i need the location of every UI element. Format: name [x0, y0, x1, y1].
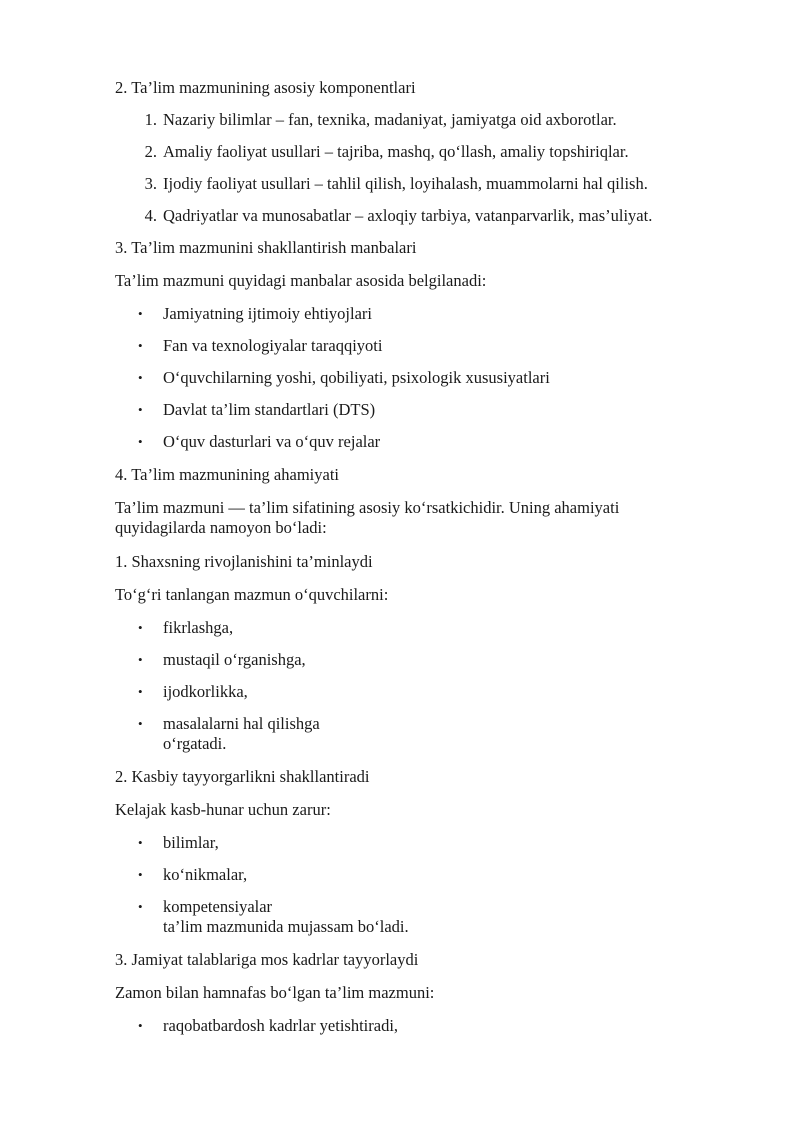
source-item: O‘quv dasturlari va o‘quv rejalar — [163, 432, 381, 451]
point-intro: To‘g‘ri tanlangan mazmun o‘quvchilarni: — [115, 585, 389, 604]
bullet-marker: • — [138, 620, 143, 635]
bullet-marker: • — [138, 370, 143, 385]
source-item: Jamiyatning ijtimoiy ehtiyojlari — [163, 304, 372, 323]
list-item: raqobatbardosh kadrlar yetishtiradi, — [163, 1016, 399, 1035]
list-continuation: o‘rgatadi. — [163, 734, 227, 753]
bullet-marker: • — [138, 716, 143, 731]
source-item: O‘quvchilarning yoshi, qobiliyati, psixologik xususiyatlari — [163, 368, 550, 387]
component-item: Nazariy bilimlar – fan, texnika, madaniyat, jamiyatga oid axborotlar. — [163, 110, 617, 129]
point-intro: Zamon bilan hamnafas bo‘lgan ta’lim mazmuni: — [115, 983, 435, 1002]
list-item: fikrlashga, — [163, 618, 234, 637]
point-title: 2. Kasbiy tayyorgarlikni shakllantiradi — [115, 767, 370, 786]
list-continuation: ta’lim mazmunida mujassam bo‘ladi. — [163, 917, 409, 936]
bullet-marker: • — [138, 1018, 143, 1033]
sources-intro: Ta’lim mazmuni quyidagi manbalar asosida belgilanadi: — [115, 271, 487, 290]
bullet-marker: • — [138, 434, 143, 449]
point-intro: Kelajak kasb-hunar uchun zarur: — [115, 800, 331, 819]
list-item: ijodkorlikka, — [163, 682, 248, 701]
source-item: Fan va texnologiyalar taraqqiyoti — [163, 336, 383, 355]
bullet-marker: • — [138, 867, 143, 882]
component-item: Ijodiy faoliyat usullari – tahlil qilish, loyihalash, muammolarni hal qilish. — [163, 174, 648, 193]
component-number: 1. — [144, 110, 157, 129]
point-title: 3. Jamiyat talablariga mos kadrlar tayyorlaydi — [115, 950, 419, 969]
bullet-marker: • — [138, 684, 143, 699]
component-item: Qadriyatlar va munosabatlar – axloqiy tarbiya, vatanparvarlik, mas’uliyat. — [163, 206, 653, 225]
section-heading-components: 2. Ta’lim mazmunining asosiy komponentlari — [115, 78, 416, 97]
source-item: Davlat ta’lim standartlari (DTS) — [163, 400, 376, 419]
bullet-marker: • — [138, 899, 143, 914]
component-number: 4. — [144, 206, 157, 225]
list-item: mustaqil o‘rganishga, — [163, 650, 306, 669]
bullet-marker: • — [138, 835, 143, 850]
list-item: ko‘nikmalar, — [163, 865, 248, 884]
list-item: masalalarni hal qilishga — [163, 714, 320, 733]
bullet-marker: • — [138, 338, 143, 353]
section-heading-sources: 3. Ta’lim mazmunini shakllantirish manbalari — [115, 238, 417, 257]
component-number: 3. — [144, 174, 157, 193]
list-item: bilimlar, — [163, 833, 219, 852]
component-item: Amaliy faoliyat usullari – tajriba, mashq, qo‘llash, amaliy topshiriqlar. — [163, 142, 629, 161]
bullet-marker: • — [138, 652, 143, 667]
importance-intro: Ta’lim mazmuni — ta’lim sifatining asosiy ko‘rsatkichidir. Uning ahamiyati quyidagilarda namoyon bo‘ladi: — [115, 498, 620, 537]
list-item: kompetensiyalar — [163, 897, 273, 916]
component-number: 2. — [144, 142, 157, 161]
bullet-marker: • — [138, 306, 143, 321]
point-title: 1. Shaxsning rivojlanishini ta’minlaydi — [115, 552, 373, 571]
bullet-marker: • — [138, 402, 143, 417]
section-heading-importance: 4. Ta’lim mazmunining ahamiyati — [115, 465, 339, 484]
